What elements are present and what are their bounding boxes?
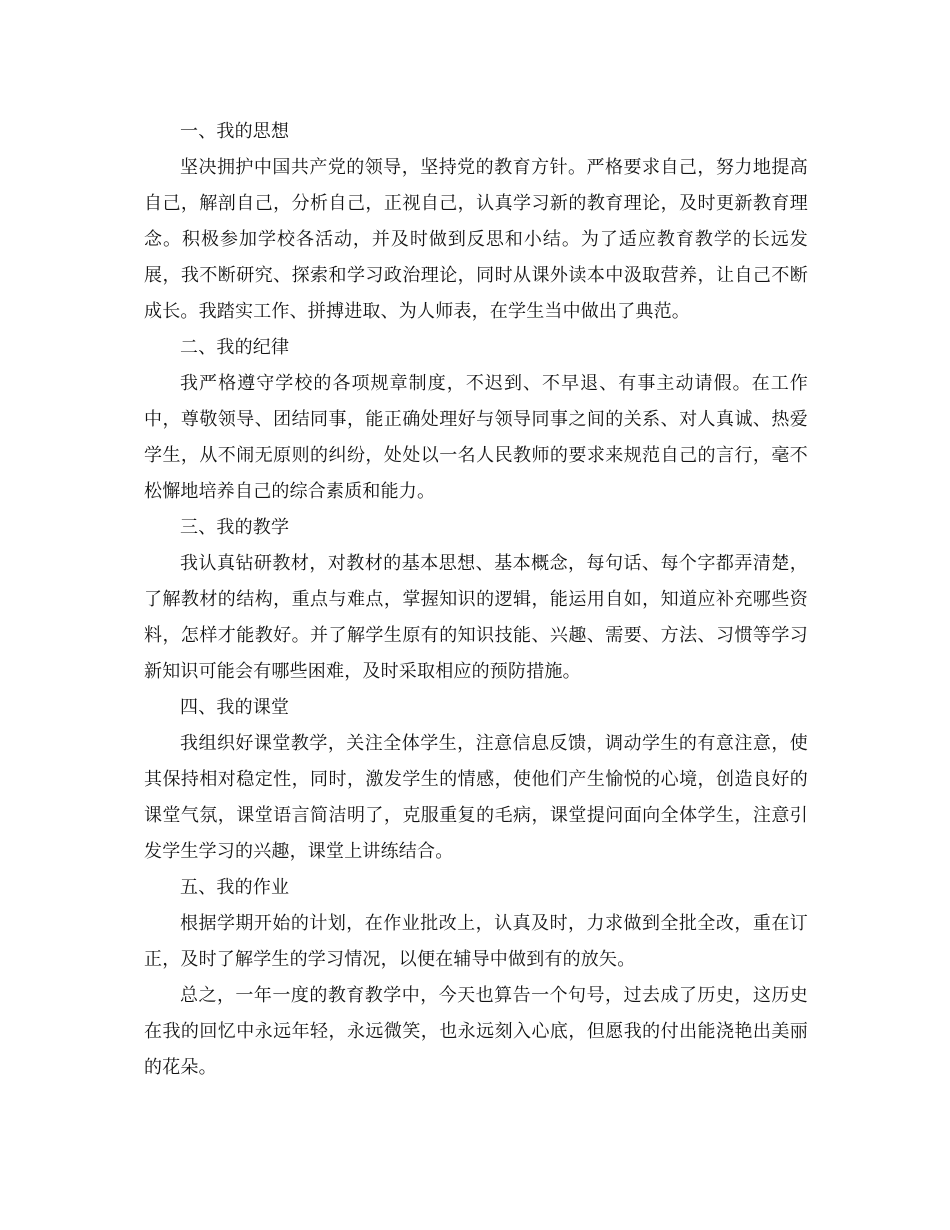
section-body-thought: 坚决拥护中国共产党的领导，坚持党的教育方针。严格要求自己，努力地提高自己，解剖自己，分析自己，正视自己，认真学习新的教育理论，及时更新教育理念。积极参加学校各活动，并及时做到反思和小结。为了适应教育教学的长远发展，我不断研究、探索和学习政治理论，同时从课外读本中汲取营养，让自己不断成长。我踏实工作、拼搏进取、为人师表，在学生当中做出了典范。 bbox=[144, 157, 808, 322]
section-body-homework: 根据学期开始的计划，在作业批改上，认真及时，力求做到全批全改，重在订正，及时了解学生的学习情况，以便在辅导中做到有的放矢。 bbox=[144, 913, 808, 970]
section-body-discipline: 我严格遵守学校的各项规章制度，不迟到、不早退、有事主动请假。在工作中，尊敬领导、团结同事，能正确处理好与领导同事之间的关系、对人真诚、热爱学生，从不闹无原则的纠纷，处处以一名人民教师的要求来规范自己的言行，毫不松懈地培养自己的综合素质和能力。 bbox=[144, 373, 808, 502]
section-heading-classroom: 四、我的课堂 bbox=[180, 697, 290, 718]
section-heading-homework: 五、我的作业 bbox=[180, 877, 290, 898]
section-body-teaching: 我认真钻研教材，对教材的基本思想、基本概念，每句话、每个字都弄清楚，了解教材的结构，重点与难点，掌握知识的逻辑，能运用自如，知道应补充哪些资料，怎样才能教好。并了解学生原有的知识技能、兴趣、需要、方法、习惯等学习新知识可能会有哪些困难，及时采取相应的预防措施。 bbox=[144, 553, 808, 682]
section-heading-thought: 一、我的思想 bbox=[180, 121, 290, 142]
conclusion-paragraph: 总之，一年一度的教育教学中，今天也算告一个句号，过去成了历史，这历史在我的回忆中永远年轻，永远微笑，也永远刻入心底，但愿我的付出能浇艳出美丽的花朵。 bbox=[144, 985, 808, 1078]
section-body-classroom: 我组织好课堂教学，关注全体学生，注意信息反馈，调动学生的有意注意，使其保持相对稳定性，同时，激发学生的情感，使他们产生愉悦的心境，创造良好的课堂气氛，课堂语言简洁明了，克服重复的毛病，课堂提问面向全体学生，注意引发学生学习的兴趣，课堂上讲练结合。 bbox=[144, 733, 808, 862]
section-heading-teaching: 三、我的教学 bbox=[180, 517, 290, 538]
section-heading-discipline: 二、我的纪律 bbox=[180, 337, 290, 358]
